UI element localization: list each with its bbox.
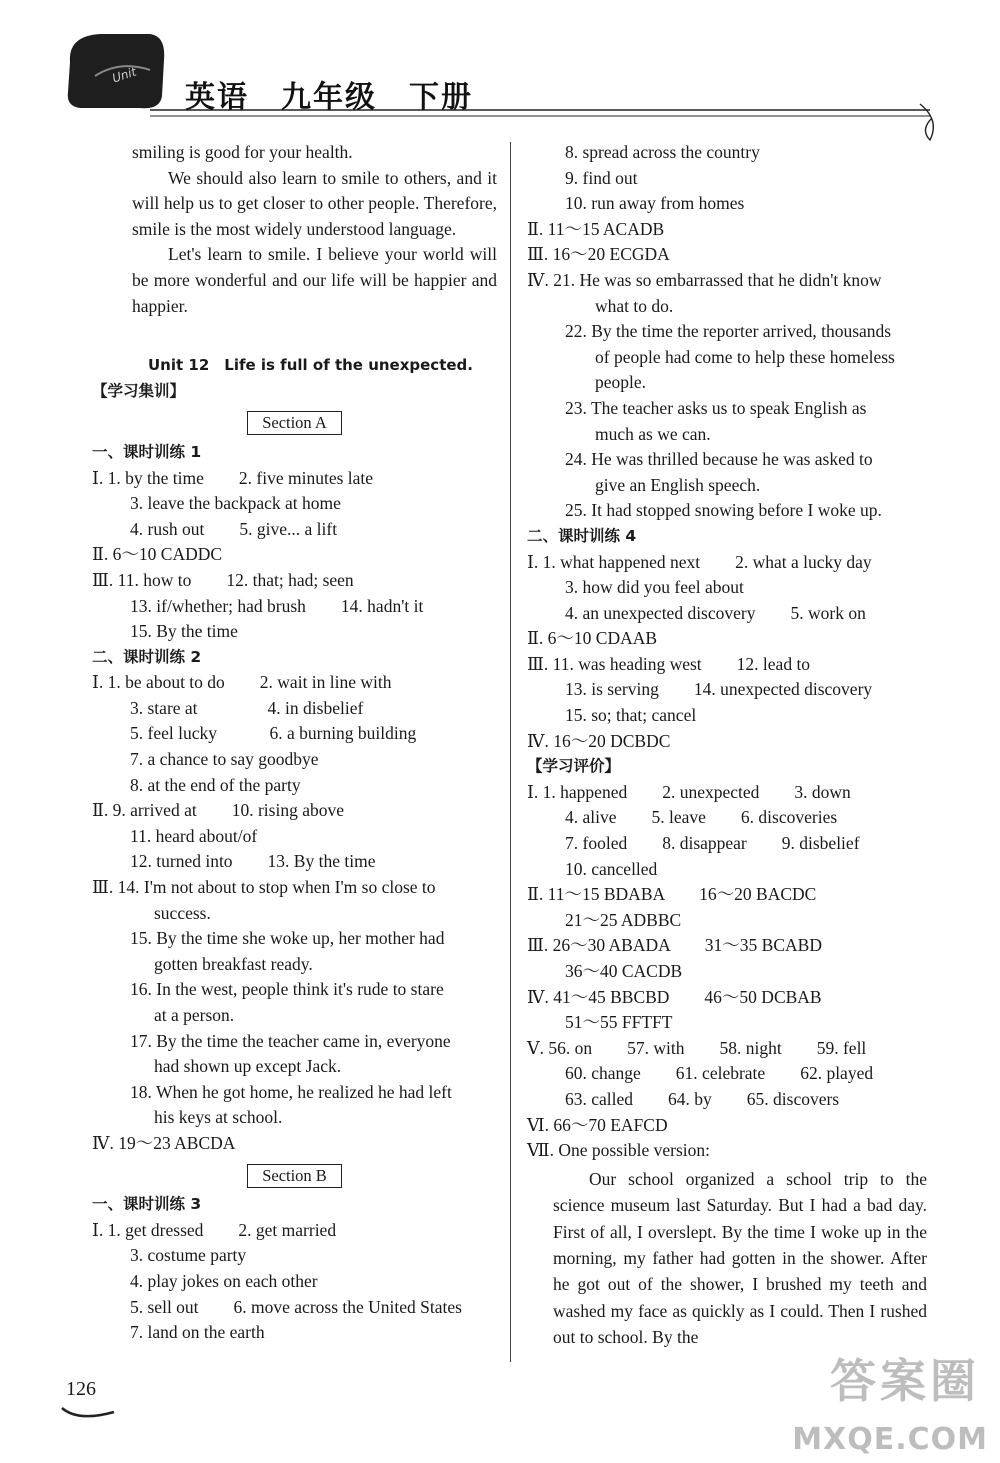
answer-line: 12. turned into 13. By the time — [130, 851, 376, 872]
column-divider — [510, 142, 511, 1362]
answer-line: Ⅲ. 11. was heading west 12. lead to — [527, 653, 811, 674]
answer-line: 11. heard about/of — [130, 825, 258, 846]
answer-line: 10. run away from homes — [565, 193, 745, 214]
answer-line — [527, 319, 927, 345]
answer-line: Ⅱ. 11～15 BDABA 16～20 BACDC — [527, 884, 817, 905]
item-text: By the time the teacher came in, everyone — [156, 1030, 451, 1051]
answer-line: had shown up except Jack. — [154, 1056, 342, 1077]
answer-line: Ⅰ. 1. get dressed 2. get married — [92, 1219, 337, 1240]
roman-label: Ⅳ. — [527, 269, 549, 290]
item-text: By the time the reporter arrived, thousands — [591, 321, 892, 342]
answer-line: people. — [595, 372, 647, 393]
right-column — [527, 140, 927, 1351]
answer-line: Ⅱ. 6～10 CDAAB — [527, 628, 658, 649]
answer-line: Ⅰ. 1. by the time 2. five minutes late — [92, 467, 374, 488]
answer-line: Ⅲ. 11. how to 12. that; had; seen — [92, 569, 354, 590]
answer-line: give an English speech. — [595, 474, 761, 495]
answer-line — [92, 875, 497, 901]
answer-line: gotten breakfast ready. — [154, 953, 313, 974]
answer-line: 4. an unexpected discovery 5. work on — [565, 602, 866, 623]
item-number: 23. — [565, 397, 587, 418]
item-number: 25. — [565, 500, 587, 521]
answer-line: Ⅶ. One possible version: — [527, 1140, 710, 1161]
roman-label: Ⅲ. — [92, 877, 114, 898]
item-number: 18. — [130, 1081, 152, 1102]
essay-paragraph: Our school organized a school trip to the science museum last Saturday. But I had a bad day. First of all, I overslept. By the time I woke up in the morning, my father had gotten in the shower. After he got out of the shower, I brushed my teeth and washed my face as quickly as I could. Then I rushed out to school. By the — [553, 1168, 927, 1348]
answer-line: 15. so; that; cancel — [565, 705, 697, 726]
item-text: It had stopped snowing before I woke up. — [591, 500, 882, 521]
answer-line: his keys at school. — [154, 1107, 283, 1128]
item-text: I'm not about to stop when I'm so close to — [143, 877, 436, 898]
answer-line: much as we can. — [595, 423, 711, 444]
answer-line: what to do. — [595, 295, 674, 316]
paragraph: Let's learn to smile. I believe your world will be more wonderful and our life will be happier and happier. — [132, 244, 497, 316]
answer-line: Ⅳ. 41～45 BBCBD 46～50 DCBAB — [527, 986, 822, 1007]
answer-line: 3. leave the backpack at home — [130, 493, 341, 514]
answer-line: 21～25 ADBBC — [565, 909, 682, 930]
item-number: 14. — [117, 877, 140, 898]
item-text: He was so embarrassed that he didn't know — [579, 269, 882, 290]
watermark-logo: 答案圈 — [830, 1354, 980, 1408]
answer-line: 4. alive 5. leave 6. discoveries — [565, 807, 838, 828]
answer-line: 51～55 FFTFT — [565, 1012, 673, 1033]
item-text: By the time she woke up, her mother had — [156, 928, 445, 949]
answer-line: Ⅰ. 1. happened 2. unexpected 3. down — [527, 781, 851, 802]
item-text: The teacher asks us to speak English as — [590, 397, 867, 418]
answer-line: 7. fooled 8. disappear 9. disbelief — [565, 833, 860, 854]
section-heading: 【学习集训】 — [92, 381, 186, 400]
subsection-title: 二、课时训练 4 — [527, 526, 637, 545]
watermark-url: MXQE.COM — [792, 1422, 988, 1457]
answer-line — [527, 396, 927, 422]
answer-line: 13. if/whether; had brush 14. hadn't it — [130, 595, 424, 616]
item-text: In the west, people think it's rude to stare — [156, 979, 444, 1000]
answer-line: Ⅴ. 56. on 57. with 58. night 59. fell — [527, 1037, 867, 1058]
unit-badge-text: Unit — [110, 64, 139, 86]
item-number: 24. — [565, 449, 587, 470]
answer-line: success. — [154, 902, 211, 923]
answer-line: 7. a chance to say goodbye — [130, 749, 319, 770]
answer-line: 60. change 61. celebrate 62. played — [565, 1063, 874, 1084]
answer-line — [92, 926, 497, 952]
section-heading: 【学习评价】 — [527, 757, 621, 776]
answer-line — [527, 268, 927, 294]
answer-line: 63. called 64. by 65. discovers — [565, 1088, 840, 1109]
section-a-wrap — [92, 410, 497, 436]
subsection-title: 二、课时训练 2 — [92, 647, 202, 666]
answer-line: Ⅰ. 1. what happened next 2. what a lucky day — [527, 551, 872, 572]
answer-line: 36～40 CACDB — [565, 961, 683, 981]
unit-title: Unit 12 Life is full of the unexpected. — [148, 356, 473, 375]
section-a-label: Section A — [247, 411, 342, 435]
page-number-swash-icon — [58, 1404, 118, 1424]
answer-line — [527, 498, 927, 524]
answer-line: 13. is serving 14. unexpected discovery — [565, 679, 873, 700]
answer-line: Ⅵ. 66～70 EAFCD — [527, 1114, 668, 1135]
answer-line: Ⅳ. 16～20 DCBDC — [527, 730, 671, 751]
subsection-title: 一、课时训练 3 — [92, 1195, 202, 1214]
page-number: 126 — [66, 1378, 96, 1400]
answer-line: Ⅳ. 19～23 ABCDA — [92, 1132, 236, 1153]
page-header — [0, 0, 1000, 150]
item-number: 17. — [130, 1030, 152, 1051]
answer-line: 10. cancelled — [565, 858, 658, 879]
answer-line: Ⅱ. 11～15 ACADB — [527, 218, 665, 239]
answer-line: 3. costume party — [130, 1245, 247, 1266]
section-b-label: Section B — [247, 1164, 342, 1188]
paragraph: We should also learn to smile to others, and it will help us to get closer to other people. Therefore, smile is the most widely understood language. — [132, 167, 497, 239]
answer-line: 4. rush out 5. give... a lift — [130, 518, 338, 539]
answer-line — [92, 977, 497, 1003]
answer-line: Ⅱ. 9. arrived at 10. rising above — [92, 800, 344, 821]
answer-line: 5. feel lucky 6. a burning building — [130, 723, 417, 744]
answer-line: 8. spread across the country — [565, 142, 760, 162]
answer-line: 3. stare at 4. in disbelief — [130, 697, 364, 718]
answer-line: 15. By the time — [130, 621, 238, 642]
answer-line: 5. sell out 6. move across the United States — [130, 1296, 462, 1317]
answer-line: 8. at the end of the party — [130, 774, 301, 795]
answer-line — [527, 447, 927, 473]
answer-line: 3. how did you feel about — [565, 577, 744, 598]
item-number: 16. — [130, 979, 152, 1000]
book-title: 英语 九年级 下册 — [185, 80, 473, 115]
answer-line: 9. find out — [565, 167, 638, 188]
answer-line: Ⅲ. 26～30 ABADA 31～35 BCABD — [527, 935, 822, 956]
left-column — [92, 140, 497, 1346]
answer-line: 4. play jokes on each other — [130, 1270, 318, 1291]
section-b-wrap — [92, 1163, 497, 1189]
item-number: 22. — [565, 321, 587, 342]
text-line: smiling is good for your health. — [132, 142, 353, 162]
header-decoration — [0, 0, 1000, 150]
item-text: When he got home, he realized he had left — [155, 1081, 452, 1102]
item-number: 21. — [553, 269, 576, 290]
answer-line: Ⅲ. 16～20 ECGDA — [527, 244, 670, 265]
answer-line: at a person. — [154, 1005, 235, 1025]
answer-line — [92, 1080, 497, 1106]
answer-line: Ⅱ. 6～10 CADDC — [92, 544, 223, 565]
answer-line: Ⅰ. 1. be about to do 2. wait in line with — [92, 672, 392, 693]
item-number: 15. — [130, 928, 152, 949]
subsection-title: 一、课时训练 1 — [92, 442, 202, 461]
answer-line — [92, 1029, 497, 1055]
answer-line: 7. land on the earth — [130, 1322, 265, 1343]
item-text: He was thrilled because he was asked to — [591, 449, 873, 470]
answer-line: of people had come to help these homeless — [595, 346, 895, 367]
